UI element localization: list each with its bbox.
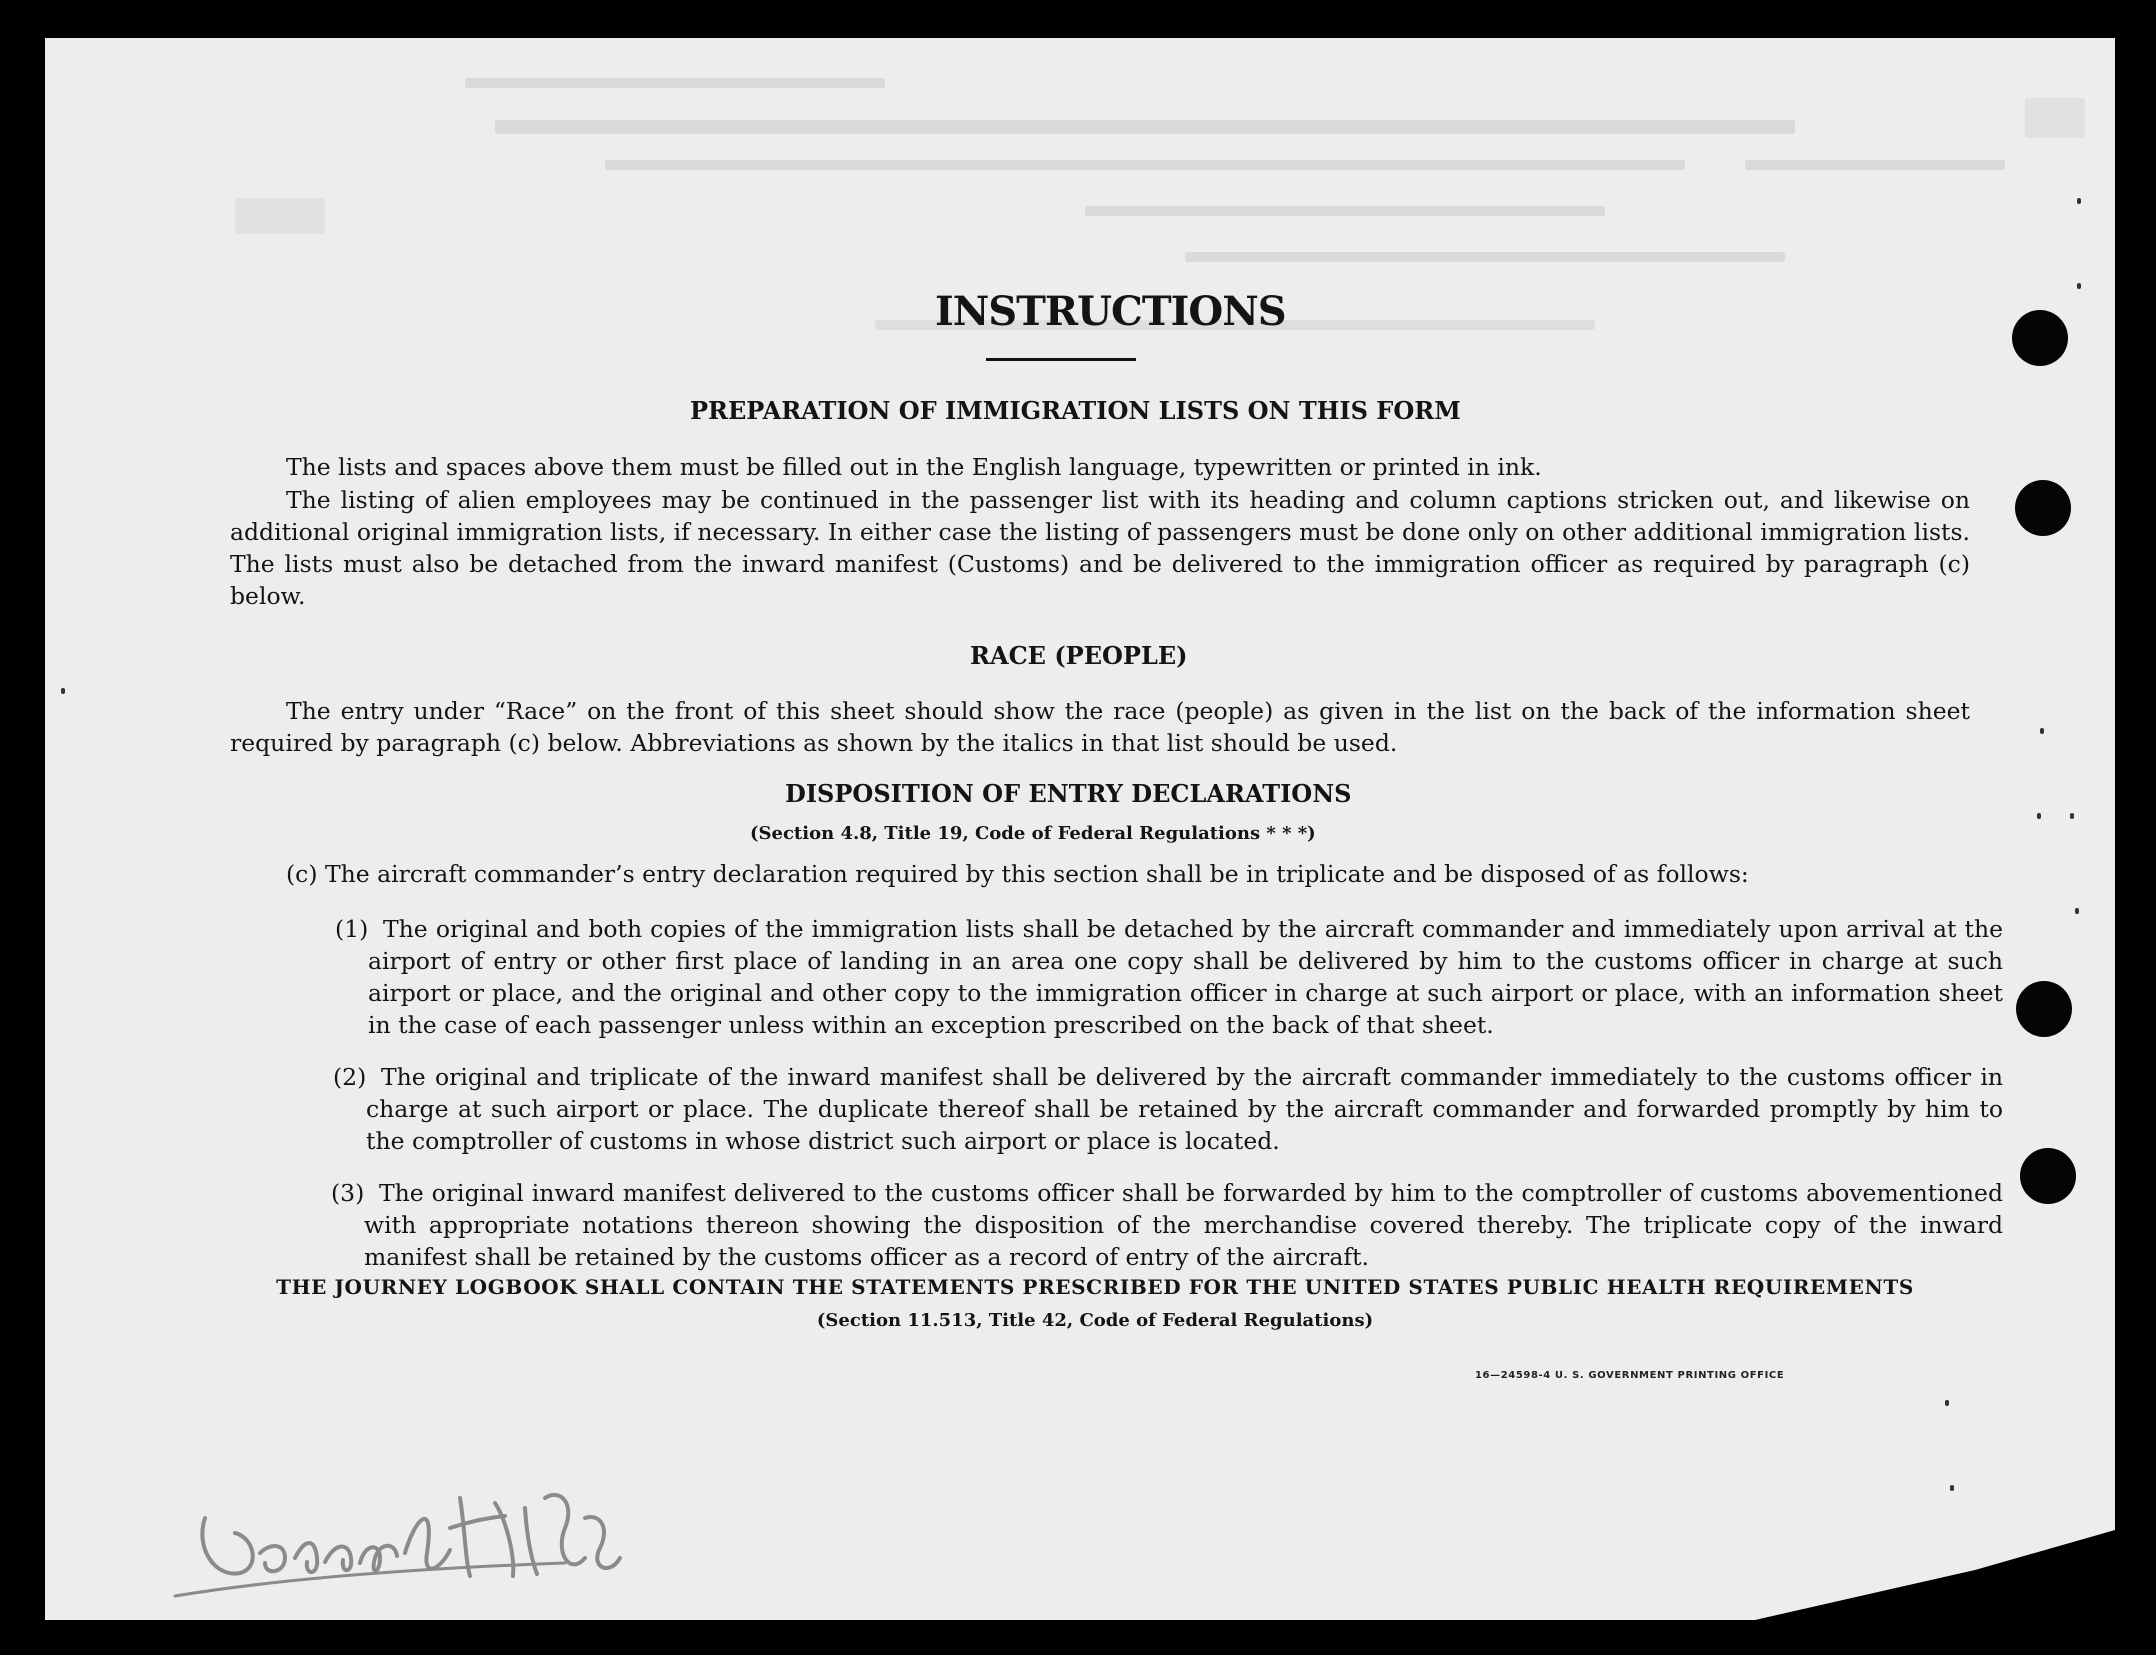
item-text: The original and triplicate of the inward manifest shall be delivered by the aircraft commander immediately to the customs officer in charge at such airport or place. The duplicate thereof shall be retained by the aircraft commander and forwarded promptly by him to the comptroller of customs in whose district such airport or place is located. (366, 1063, 2003, 1155)
title-underline (986, 358, 1136, 361)
document-sheet (45, 38, 2115, 1620)
item-number: (2) (333, 1063, 367, 1091)
punch-hole-icon (2020, 1148, 2076, 1204)
journey-logbook-statement: THE JOURNEY LOGBOOK SHALL CONTAIN THE STATEMENTS PRESCRIBED FOR THE UNITED STATES PUBLIC HEALTH REQUIREMENTS (276, 1275, 1914, 1299)
item-number: (1) (335, 915, 369, 943)
journey-logbook-reference: (Section 11.513, Title 42, Code of Federal Regulations) (816, 1310, 1374, 1331)
handwritten-signature (165, 1458, 725, 1618)
race-paragraph: The entry under “Race” on the front of this sheet should show the race (people) as given in the list on the back of the information sheet required by paragraph (c) below. Abbreviations as shown by the italics in that list should be used. (230, 697, 1970, 757)
disposition-subheading: (Section 4.8, Title 19, Code of Federal Regulations * * *) (750, 823, 1316, 844)
disposition-heading: DISPOSITION OF ENTRY DECLARATIONS (785, 779, 1352, 808)
page-title: INSTRUCTIONS (935, 288, 1286, 335)
bleed-through-texture (45, 38, 2115, 298)
item-number: (3) (331, 1179, 365, 1207)
preparation-paragraph-1: The lists and spaces above them must be filled out in the English language, typewritten or printed in ink. (286, 453, 1542, 481)
preparation-heading: PREPARATION OF IMMIGRATION LISTS ON THIS FORM (690, 396, 1461, 425)
disposition-intro: (c) The aircraft commander’s entry declaration required by this section shall be in triplicate and be disposed of as follows: (286, 860, 1749, 888)
item-text: The original inward manifest delivered to the customs officer shall be forwarded by him to the comptroller of customs abovementioned with appropriate notations thereon showing the disposition of the merchandise covered thereby. The triplicate copy of the inward manifest shall be retained by the customs officer as a record of entry of the aircraft. (364, 1179, 2003, 1271)
punch-hole-icon (2016, 981, 2072, 1037)
preparation-paragraph-2: The listing of alien employees may be continued in the passenger list with its heading and column captions stricken out, and likewise on additional original immigration lists, if necessary. In either case the listing of passengers must be done only on other additional immigration lists. The lists must also be detached from the inward manifest (Customs) and be delivered to the immigration officer as required by paragraph (c) below. (230, 486, 1970, 610)
disposition-item (335, 913, 2003, 1041)
printing-office-line: 16—24598-4 U. S. GOVERNMENT PRINTING OFFICE (1475, 1370, 1785, 1381)
folded-corner (1755, 1530, 2115, 1620)
disposition-item (333, 1061, 2003, 1157)
disposition-item (331, 1177, 2003, 1273)
punch-hole-icon (2015, 480, 2071, 536)
race-heading: RACE (PEOPLE) (970, 641, 1188, 670)
punch-hole-icon (2012, 310, 2068, 366)
item-text: The original and both copies of the immigration lists shall be detached by the aircraft commander and immediately upon arrival at the airport of entry or other first place of landing in an area one copy shall be delivered by him to the customs officer in charge at such airport or place, and the original and other copy to the immigration officer in charge at such airport or place, with an information sheet in the case of each passenger unless within an exception prescribed on the back of that sheet. (368, 915, 2003, 1039)
